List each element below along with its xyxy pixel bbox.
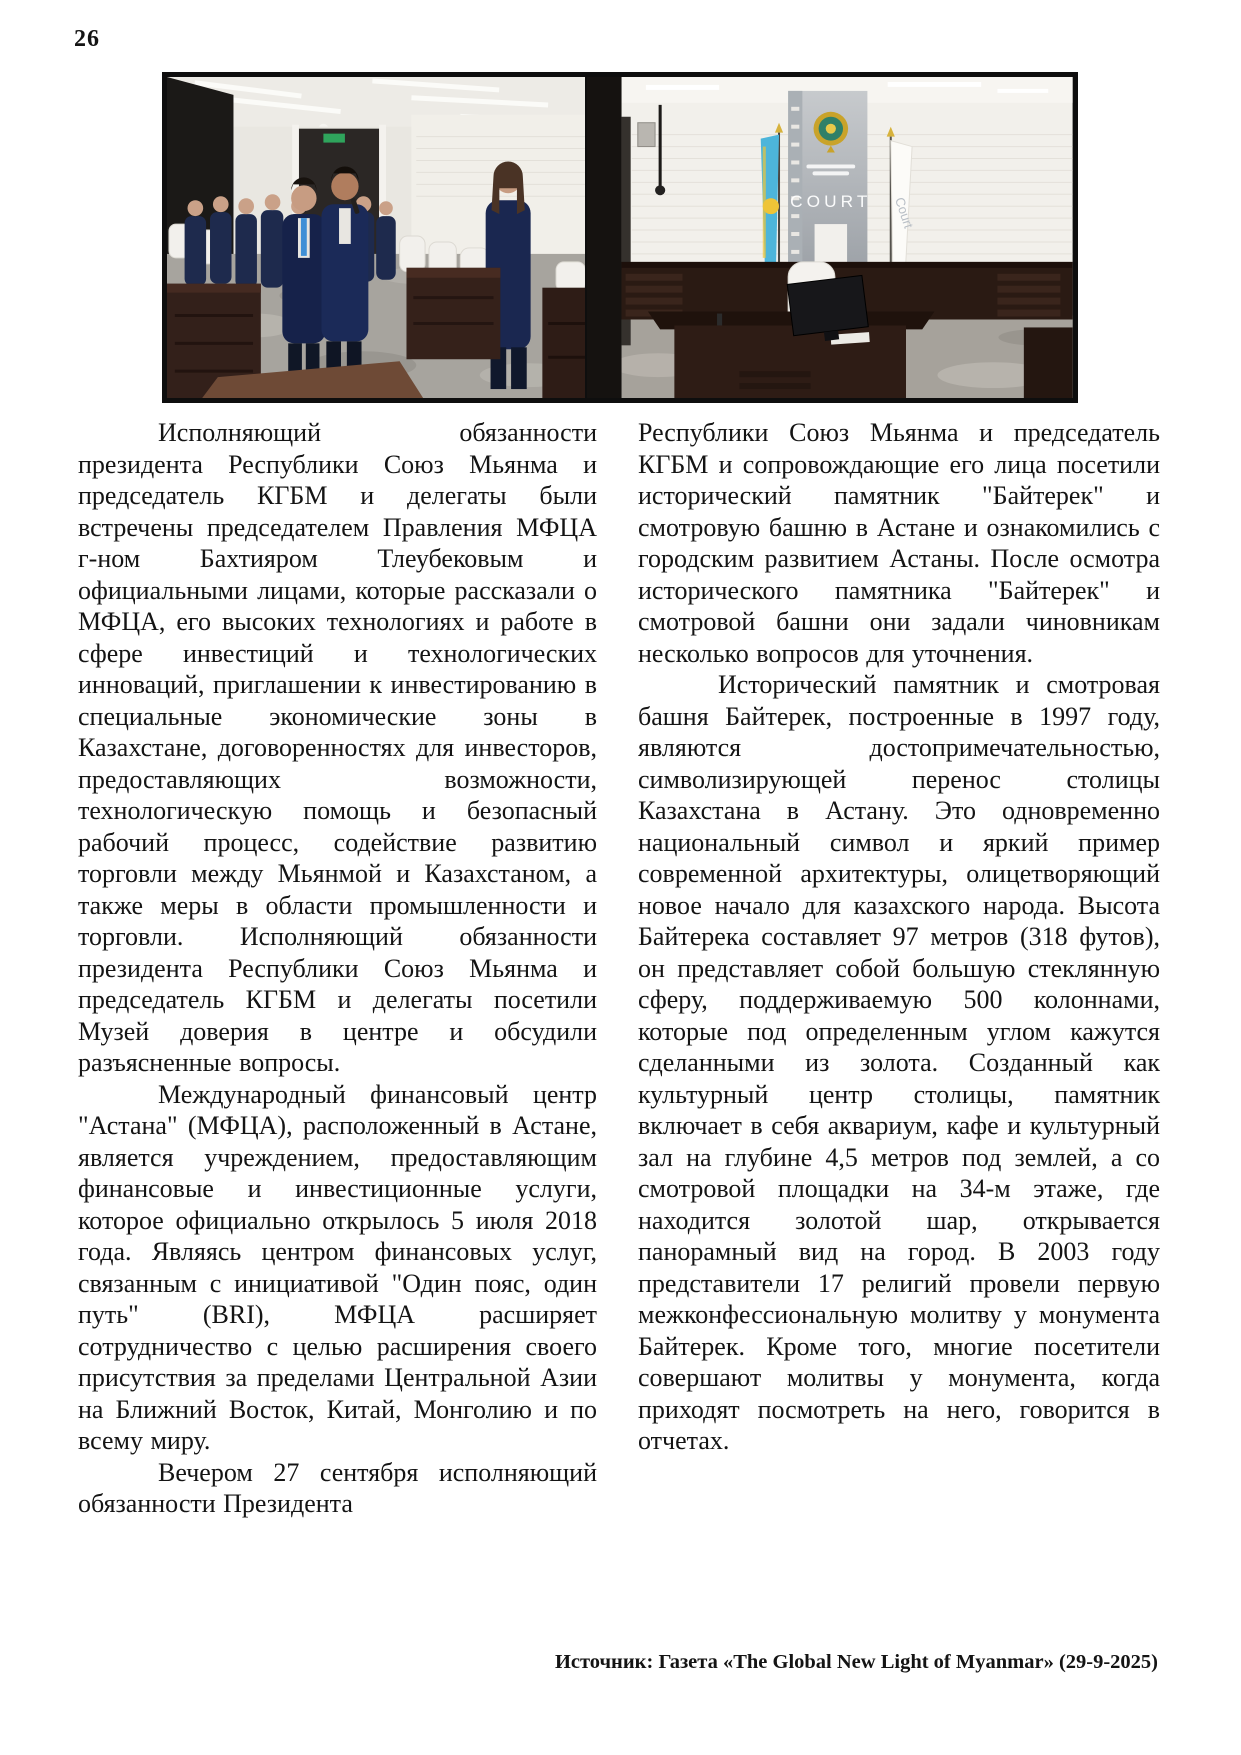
right-cabinet (1024, 327, 1073, 398)
right-column (638, 417, 1160, 1520)
paragraph-3: Вечером 27 сентября исполняющий обязанности Президента (78, 1457, 597, 1518)
source-line: Источник: Газета «The Global New Light of Myanmar» (29-9-2025) (554, 1651, 1158, 1673)
article-body (78, 417, 1160, 1520)
page-number: 26 (74, 26, 100, 52)
paragraph-5: Исторический памятник и смотровая башня Байтерек, построенные в 1997 году, являются достопримечательностью, символизирующей перенос столицы Казахстана в Астану. Это одновременно национальный символ и яркий пример современной архитектуры, олицетворяющий новое начало для казахского народа. Высота Байтерека составляет 97 метров (318 футов), он представляет собой большую стеклянную сферу, поддерживаемую 500 колоннами, которые под определенным углом кажутся сделанными из золота. Созданный как культурный центр столицы, памятник включает в себя аквариум, кафе и культурный зал на глубине 4,5 метров под землей, а со смотровой площадки на 34-м этаже, где находится золотой шар, открывается панорамный вид на город. В 2003 году представители 17 религий провели первую межконфессиональную молитву у монумента Байтерек. Кроме того, многие посетители совершают молитвы у монумента, когда приходят посмотреть на него, говорится в отчетах. (638, 670, 1160, 1455)
photo-courtroom (587, 77, 1073, 398)
kazakhstan-flag (761, 123, 783, 272)
exit-sign (323, 134, 345, 143)
courtroom-scene (587, 77, 1073, 398)
court-flag-text: Court (892, 195, 917, 231)
paragraph-4: Республики Союз Мьянма и председатель КГБМ и сопровождающие его лица посетили исторический памятник "Байтерек" и смотровую башню в Астане и ознакомились с городским развитием Астаны. После осмотра исторического памятника "Байтерек" и смотровой башни они задали чиновникам несколько вопросов для уточнения. (638, 418, 1160, 668)
court-sign-text: COURT (790, 192, 872, 212)
paragraph-2: Международный финансовый центр "Астана" (МФЦА), расположенный в Астане, является учреждением, предоставляющим финансовые и инвестиционные услуги, которое официально открылось 5 июля 2018 года. Являясь центром финансовых услуг, связанным с инициативой "Один пояс, один путь" (BRI), МФЦА расширяет сотрудничество с целью расширения своего присутствия за пределами Центральной Азии на Ближний Восток, Китай, Монголию и по всему миру. (78, 1079, 597, 1455)
dark-door-panel (587, 77, 622, 398)
photo-strip (162, 72, 1078, 403)
court-pillar (789, 91, 872, 288)
desk-microphone-icon (717, 314, 722, 326)
photo-meeting-room (167, 77, 587, 398)
left-column (78, 417, 597, 1520)
paragraph-1: Исполняющий обязанности президента Республики Союз Мьянма и председатель КГБМ и делегаты были встречены председателем Правления МФЦА г-ном Бахтияром Тлеубековым и официальными лицами, которые рассказали о МФЦА, его высоких технологиях и работе в сфере инвестиций и технологических инноваций, приглашении к инвестированию в специальные экономические зоны в Казахстане, договоренностях для инвесторов, предоставляющих возможности, технологическую помощь и безопасный рабочий процесс, содействие развитию торговли между Мьянмой и Казахстаном, а также меры в области промышленности и торговли. Исполняющий обязанности президента Республики Союз Мьянма и председатель КГБМ и делегаты посетили Музей доверия в центре и обсудили разъясненные вопросы. (78, 418, 597, 1077)
meeting-room-scene (167, 77, 585, 398)
